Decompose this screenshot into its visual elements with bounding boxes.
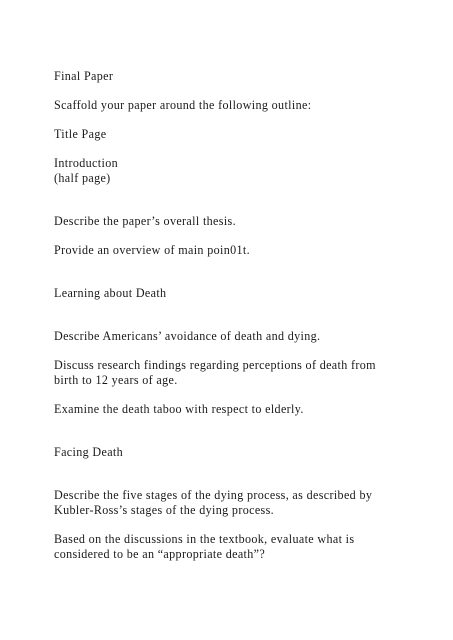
facing-item-stages-line2: Kubler-Ross’s stages of the dying process. [54,503,275,517]
section-learning-about-death: Learning about Death [54,286,167,300]
learning-item-research-line1: Discuss research findings regarding perceptions of death from [54,358,376,372]
learning-item-taboo: Examine the death taboo with respect to elderly. [54,402,304,416]
section-title-page: Title Page [54,127,107,141]
introduction-length-note: (half page) [54,171,111,185]
intro-item-overview: Provide an overview of main poin01t. [54,243,250,257]
doc-title: Final Paper [54,69,114,83]
facing-item-stages-line1: Describe the five stages of the dying process, as described by [54,488,373,502]
facing-item-appropriate-line1: Based on the discussions in the textbook, evaluate what is [54,532,355,546]
facing-item-appropriate-line2: considered to be an “appropriate death”? [54,547,266,561]
instruction-text: Scaffold your paper around the following outline: [54,98,312,112]
section-facing-death: Facing Death [54,445,124,459]
section-introduction: Introduction [54,156,118,170]
intro-item-thesis: Describe the paper’s overall thesis. [54,214,236,228]
learning-item-avoidance: Describe Americans’ avoidance of death and dying. [54,329,321,343]
learning-item-research-line2: birth to 12 years of age. [54,373,178,387]
